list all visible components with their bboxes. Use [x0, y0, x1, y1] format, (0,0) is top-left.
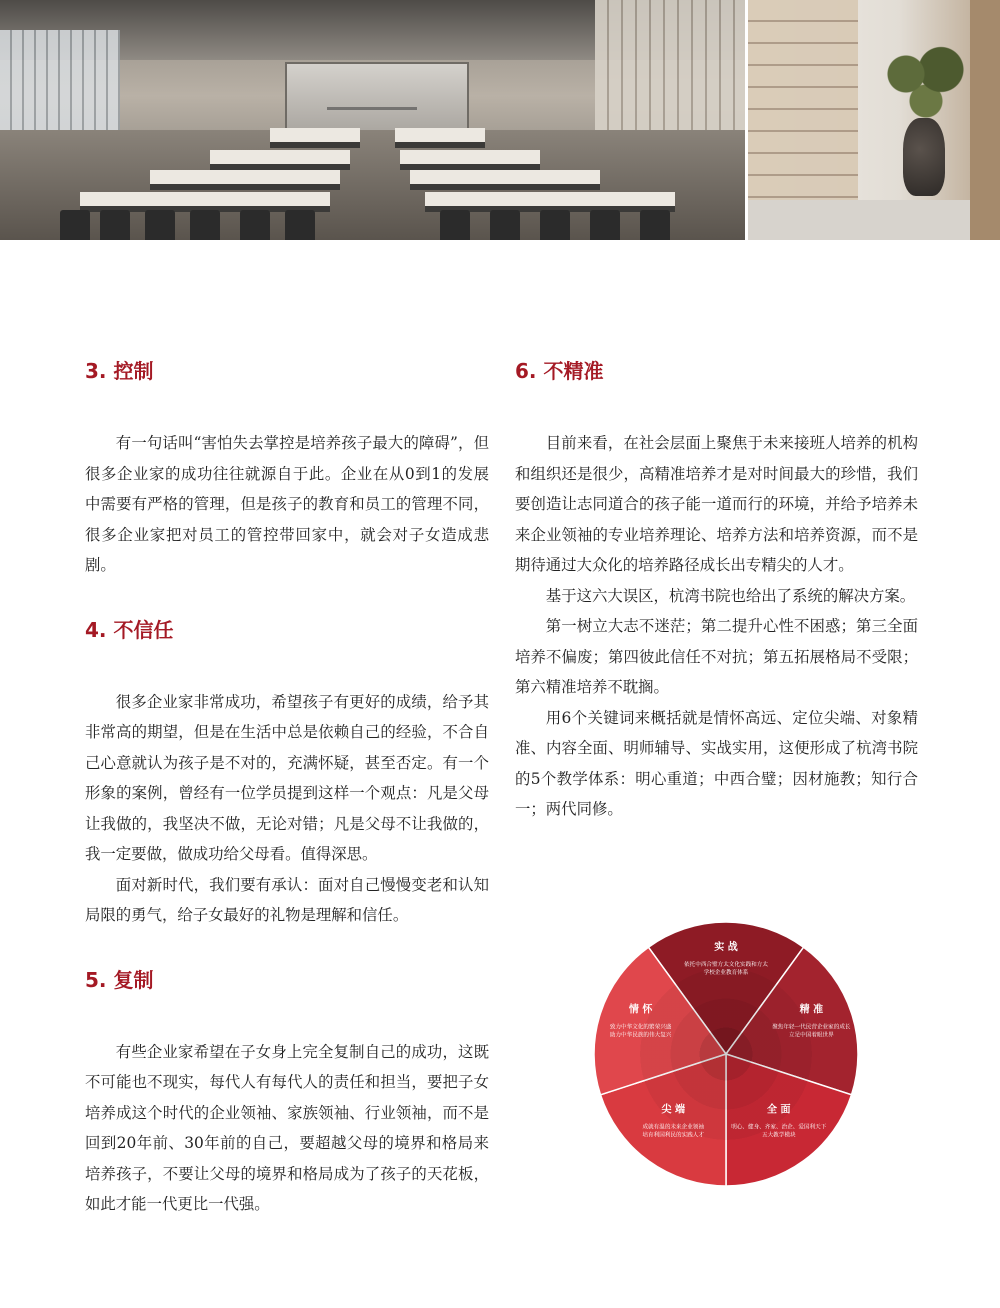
right-column — [515, 356, 918, 825]
wheel-segment-title-1: 实 战 — [714, 942, 738, 954]
section-4-paragraph-1: 很多企业家非常成功，希望孩子有更好的成绩，给予其非常高的期望，但是在生活中总是依赖自己的经验，不合自己心意就认为孩子是不对的，充满怀疑，甚至否定。有一个形象的案例，曾经有一位学员提到这样一个观点：凡是父母让我做的，我坚决不做，无论对错；凡是父母不让我做的，我一定要做，做成功给父母看。值得深思。 — [85, 692, 489, 863]
wheel-segment-desc-3-1: 明心、健身、齐家、治企、爱国利天下 — [731, 1124, 827, 1131]
classroom-photo — [0, 0, 745, 240]
section-6-paragraph-4: 用6个关键词来概括就是情怀高远、定位尖端、对象精准、内容全面、明师辅导、实战实用，这便形成了杭湾书院的5个教学体系：明心重道；中西合璧；因材施教；知行合一；两代同修。 — [515, 708, 918, 818]
section-5-heading: 5. 复制 — [85, 967, 154, 992]
section-4-paragraph-2: 面对新时代，我们要有承认：面对自己慢慢变老和认知局限的勇气，给子女最好的礼物是理解和信任。 — [85, 875, 489, 924]
wheel-segment-desc-1-2: 学校企业教育体系 — [703, 970, 749, 977]
wheel-segment-title-4: 尖 端 — [661, 1104, 685, 1116]
section-6-paragraph-1: 目前来看，在社会层面上聚焦于未来接班人培养的机构和组织还是很少，高精准培养才是对时间最大的珍惜，我们要创造让志同道合的孩子能一道而行的环境，并给予培养未来企业领袖的专业培养理论、培养方法和培养资源，而不是期待通过大众化的培养路径成长出专精尖的人才。 — [515, 434, 918, 574]
section-3-heading: 3. 控制 — [85, 359, 154, 383]
wheel-segment-desc-2-1: 聚焦年轻一代民营企业家的成长 — [772, 1024, 851, 1031]
section-6-heading: 6. 不精准 — [515, 359, 604, 383]
wheel-segment-title-3: 全 面 — [767, 1104, 791, 1116]
wheel-segment-title-2: 精 准 — [799, 1004, 824, 1016]
wheel-segment-desc-5-1: 致力中华文化的繁荣兴盛 — [609, 1024, 672, 1031]
wheel-segment-desc-2-2: 立足中国着眼世界 — [788, 1032, 834, 1039]
wheel-segment-title-5: 情 怀 — [628, 1004, 653, 1016]
wheel-segment-desc-3-2: 五大教学模块 — [761, 1132, 796, 1139]
left-column — [85, 356, 489, 1220]
section-5-paragraph: 有些企业家希望在子女身上完全复制自己的成功，这既不可能也不现实，每代人有每代人的责任和担当，要把子女培养成这个时代的企业领袖、家族领袖、行业领袖，而不是回到20年前、30年前的自己，要超越父母的境界和格局来培养孩子，不要让父母的境界和格局成为了孩子的天花板，如此才能一代更比一代强。 — [85, 1042, 489, 1213]
wheel-segment-desc-4-1: 成就有温的未来企业领袖 — [642, 1124, 705, 1131]
section-3-paragraph: 有一句话叫“害怕失去掌控是培养孩子最大的障碍”，但很多企业家的成功往往就源自于此。企业在从0到1的发展中需要有严格的管理，但是孩子的教育和员工的管理不同，很多企业家把对员工的管控带回家中，就会对子女造成悲剧。 — [85, 434, 489, 574]
section-6-paragraph-2: 基于这六大误区，杭湾书院也给出了系统的解决方案。 — [545, 586, 916, 605]
header-photo-strip — [0, 0, 1000, 240]
section-4-heading: 4. 不信任 — [85, 617, 174, 642]
section-6-paragraph-3: 第一树立大志不迷茫；第二提升心性不困惑；第三全面培养不偏废；第四彼此信任不对抗；第五拓展格局不受限；第六精准培养不耽搁。 — [515, 617, 918, 696]
hallway-photo — [748, 0, 1000, 240]
plant-icon — [876, 38, 976, 128]
wheel-segment-desc-1-1: 依托中西合璧方太文化实践和方太 — [684, 962, 768, 969]
keywords-wheel — [590, 918, 862, 1190]
wheel-segment-desc-5-2: 助力中华民族的伟大复兴 — [609, 1032, 672, 1039]
wheel-segment-desc-4-2: 培育利国利民的实践人才 — [642, 1132, 705, 1139]
five-keywords-diagram — [590, 918, 862, 1190]
